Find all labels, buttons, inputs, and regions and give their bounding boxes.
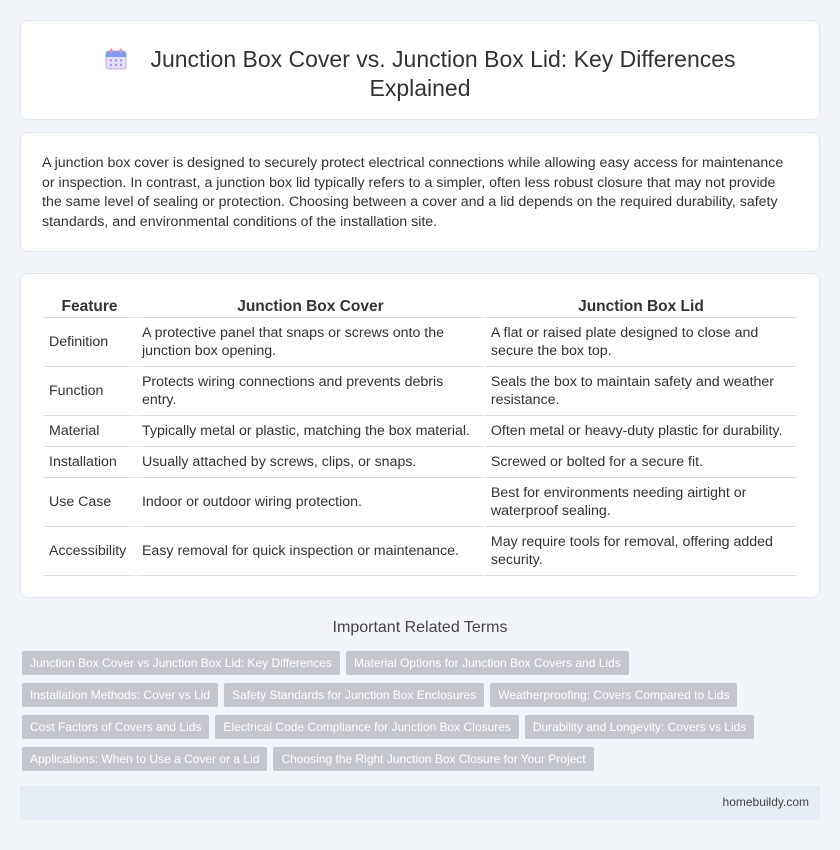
related-term-link[interactable]: Durability and Longevity: Covers vs Lids (525, 715, 754, 739)
related-terms-title: Important Related Terms (332, 619, 508, 636)
table-row (44, 527, 796, 576)
related-term-link[interactable]: Installation Methods: Cover vs Lid (22, 683, 218, 707)
row-lid: Seals the box to maintain safety and weather resistance. (486, 367, 796, 416)
related-term-link[interactable]: Cost Factors of Covers and Lids (22, 715, 209, 739)
table-row (44, 318, 796, 367)
related-terms-list (22, 651, 822, 779)
tag-row (22, 747, 822, 771)
header-cover: Junction Box Cover (137, 296, 484, 318)
row-lid: Often metal or heavy-duty plastic for durability. (486, 416, 796, 447)
header-card (20, 20, 820, 120)
row-cover: Usually attached by screws, clips, or snaps. (137, 447, 484, 478)
comparison-card (20, 273, 820, 598)
row-feature: Use Case (44, 478, 135, 527)
page-title: Junction Box Cover vs. Junction Box Lid: Key Differences Explained (150, 46, 736, 101)
related-term-link[interactable]: Applications: When to Use a Cover or a Lid (22, 747, 267, 771)
row-cover: Easy removal for quick inspection or maintenance. (137, 527, 484, 576)
table-row (44, 447, 796, 478)
tag-row (22, 715, 822, 739)
header-lid: Junction Box Lid (486, 296, 796, 318)
footer-site-link[interactable]: homebuildy.com (722, 795, 809, 809)
tag-row (22, 683, 822, 707)
header-feature: Feature (44, 296, 135, 318)
table-row (44, 416, 796, 447)
table-header-row (44, 296, 796, 318)
intro-card (20, 132, 820, 252)
page-title-wrap (81, 45, 759, 103)
intro-paragraph: A junction box cover is designed to securely protect electrical connections while allowing easy access for maintenance or inspection. In contrast, a junction box lid typically refers to a simpler, often less robust closure that may not provide the same level of sealing or protection. Choosing between a cover and a lid depends on the required durability, safety standards, and environmental conditions of the installation site. (42, 155, 784, 230)
footer (20, 786, 820, 820)
related-term-link[interactable]: Junction Box Cover vs Junction Box Lid: Key Differences (22, 651, 340, 675)
related-term-link[interactable]: Choosing the Right Junction Box Closure for Your Project (273, 747, 593, 771)
row-cover: A protective panel that snaps or screws onto the junction box opening. (137, 318, 484, 367)
row-lid: May require tools for removal, offering added security. (486, 527, 796, 576)
row-feature: Accessibility (44, 527, 135, 576)
table-row (44, 478, 796, 527)
row-feature: Material (44, 416, 135, 447)
tag-row (22, 651, 822, 675)
related-term-link[interactable]: Material Options for Junction Box Covers and Lids (346, 651, 629, 675)
row-lid: Screwed or bolted for a secure fit. (486, 447, 796, 478)
row-feature: Definition (44, 318, 135, 367)
comparison-table (42, 296, 798, 576)
row-feature: Installation (44, 447, 135, 478)
row-cover: Typically metal or plastic, matching the box material. (137, 416, 484, 447)
table-row (44, 367, 796, 416)
row-cover: Protects wiring connections and prevents debris entry. (137, 367, 484, 416)
row-feature: Function (44, 367, 135, 416)
related-term-link[interactable]: Electrical Code Compliance for Junction Box Closures (215, 715, 518, 739)
related-term-link[interactable]: Safety Standards for Junction Box Enclosures (224, 683, 484, 707)
calendar-icon (104, 47, 128, 71)
row-lid: A flat or raised plate designed to close and secure the box top. (486, 318, 796, 367)
row-lid: Best for environments needing airtight or waterproof sealing. (486, 478, 796, 527)
related-term-link[interactable]: Weatherproofing: Covers Compared to Lids (490, 683, 737, 707)
row-cover: Indoor or outdoor wiring protection. (137, 478, 484, 527)
